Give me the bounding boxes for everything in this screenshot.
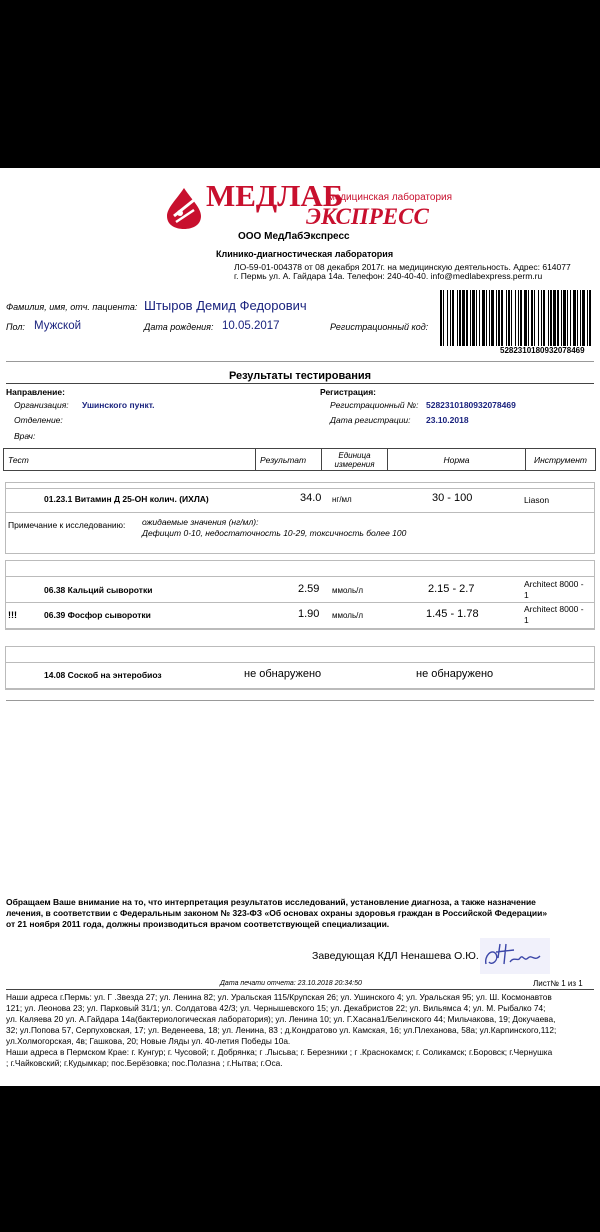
footer-line: 32; ул.Попова 57, Серпуховская, 17; ул. Веденеева, 18; ул. Ленина, 83 ; д.Кондратово ул. Камская, 16; ул.Плеханова, 58а; ул.Карпинского,112; (6, 1025, 557, 1035)
registration-date-label: Дата регистрации: (330, 415, 411, 425)
notice-line3: от 21 ноября 2011 года, должны производиться врачом соответствующей специализации. (6, 919, 390, 929)
test-instrument-line2: 1 (524, 615, 529, 625)
footer-line: Наши адреса в Пермском Крае: г. Кунгур; г. Чусовой; г. Добрянка; г .Лысьва; г. Березники ; г .Краснокамск; г. Соликамск; г.Боровск; г.Чернушка (6, 1047, 553, 1057)
registration-num-label: Регистрационный №: (330, 400, 419, 410)
barcode-image (440, 290, 592, 346)
footer-line: ; г.Чайковский; г.Кудымкар; пос.Берёзовка; пос.Полазна ; г.Нытва; г.Оса. (6, 1058, 283, 1068)
direction-org-label: Организация: (14, 400, 69, 410)
patient-name-label: Фамилия, имя, отч. пациента: (6, 302, 138, 312)
reg-code-label: Регистрационный код: (330, 322, 429, 332)
test-norm: 30 - 100 (432, 492, 473, 504)
signature-text: Заведующая КДЛ Ненашева О.Ю. (312, 950, 479, 962)
org-type: Клинико-диагностическая лаборатория (216, 249, 394, 259)
test-name: 06.38 Кальций сыворотки (44, 585, 153, 595)
col-unit (322, 449, 388, 471)
note-label: Примечание к исследованию: (8, 520, 126, 530)
test-result: 34.0 (300, 492, 322, 504)
print-date: Дата печати отчета: 23.10.2018 20:34:50 (220, 980, 362, 987)
test-result: не обнаружено (244, 668, 322, 680)
direction-heading: Направление: (6, 387, 65, 397)
abnormal-flag: !!! (8, 610, 17, 620)
notice-line1: Обращаем Ваше внимание на то, что интерпретация результатов исследований, установление диагноза, а также назначение (6, 897, 536, 907)
registration-num-value: 5282310180932078469 (426, 400, 516, 410)
footer-line: 121; ул. Леонова 23; ул. Парковый 31/1; ул. Солдатова 42/3; ул. Чернышевского 15; ул. Декабристов 22; ул. Вильямса 4; ул. М. Рыбалко 74; (6, 1003, 546, 1013)
test-name: 01.23.1 Витамин Д 25-ОН колич. (ИХЛА) (44, 494, 209, 504)
divider (6, 700, 594, 701)
test-unit: ммоль/л (332, 611, 363, 620)
logo-brand-top: МЕДЛАБ (206, 178, 344, 213)
barcode-number: 5282310180932078469 (500, 346, 585, 355)
col-result: Результат (256, 449, 322, 471)
note-line1: ожидаемые значения (нг/мл): (142, 517, 259, 527)
test-instrument: Architect 8000 - (524, 579, 584, 589)
row-divider (5, 662, 595, 663)
row-divider (5, 512, 595, 513)
col-instrument: Инструмент (526, 449, 596, 471)
row-divider (5, 602, 595, 603)
logo-brand-sub: медицинская лаборатория (328, 192, 453, 203)
medlab-logo-drop-icon (164, 186, 204, 230)
row-divider (5, 688, 595, 689)
footer-line: Наши адреса г.Пермь: ул. Г .Звезда 27; ул. Ленина 82; ул. Уральская 115/Крупская 26; ул. Ушинского 4; ул. Уральская 95; ул. Ш. Космонавтов (6, 992, 552, 1002)
notice-line2: лечения, в соответствии с Федеральным законом № 323-ФЗ «Об основах охраны здоровья граждан в Российской Федерации» (6, 908, 548, 918)
results-title: Результаты тестирования (228, 370, 372, 382)
test-norm: 2.15 - 2.7 (428, 583, 475, 595)
registration-heading: Регистрация: (320, 387, 377, 397)
test-instrument: Architect 8000 - (524, 604, 584, 614)
divider (6, 361, 594, 362)
test-name: 14.08 Соскоб на энтеробиоз (44, 670, 162, 680)
lab-report-page (0, 168, 600, 1086)
test-result: 2.59 (298, 583, 320, 595)
col-norm: Норма (388, 449, 526, 471)
footer-line: ул.Холмогорская, 4в; Гашкова, 20; Новые Ляды ул. 40-летия Победы 10а. (6, 1036, 291, 1046)
results-table-header (3, 448, 596, 471)
org-license: ЛО-59-01-004378 от 08 декабря 2017г. на медицинскую деятельность. Адрес: 614077 (234, 262, 571, 272)
direction-org-value: Ушинского пункт. (82, 400, 155, 410)
handwritten-signature-icon (480, 938, 550, 974)
row-divider (5, 628, 595, 629)
test-unit: ммоль/л (332, 586, 363, 595)
footer-line: ул. Каляева 20 ул. А.Гайдара 14а(бактериологическая лаборатория); ул. Ленина 10; ул. Г.Хасана1/Белинского 44; Мильчакова, 19; Докучаева, (6, 1014, 556, 1024)
test-norm: 1.45 - 1.78 (426, 608, 479, 620)
sex-label: Пол: (6, 322, 25, 332)
col-unit-line1: Единица (338, 450, 371, 460)
direction-doctor-label: Врач: (14, 431, 36, 441)
test-norm: не обнаружено (416, 668, 494, 680)
col-test: Тест (4, 449, 256, 471)
org-name: ООО МедЛабЭкспресс (238, 231, 350, 242)
divider (6, 989, 594, 990)
dob-label: Дата рождения: (144, 322, 214, 332)
org-address: г. Пермь ул. А. Гайдара 14а. Телефон: 240-40-40. info@medlabexpress.perm.ru (234, 271, 543, 281)
direction-dept-label: Отделение: (14, 415, 63, 425)
row-divider (5, 576, 595, 577)
registration-date-value: 23.10.2018 (426, 415, 469, 425)
test-unit: нг/мл (332, 495, 352, 504)
test-instrument-line2: 1 (524, 590, 529, 600)
logo-brand-bottom: ЭКСПРЕСС (306, 204, 429, 229)
patient-name: Штыров Демид Федорович (144, 298, 307, 313)
test-name: 06.39 Фосфор сыворотки (44, 610, 151, 620)
test-result: 1.90 (298, 608, 320, 620)
dob-value: 10.05.2017 (222, 320, 280, 332)
col-unit-line2: измерения (334, 459, 375, 469)
divider (6, 383, 594, 384)
sex-value: Мужской (34, 320, 82, 332)
row-divider (5, 488, 595, 489)
note-line2: Дефицит 0-10, недостаточность 10-29, токсичность более 100 (142, 528, 407, 538)
sheet-number: Лист№ 1 из 1 (533, 979, 583, 988)
test-instrument: Liason (524, 495, 550, 505)
